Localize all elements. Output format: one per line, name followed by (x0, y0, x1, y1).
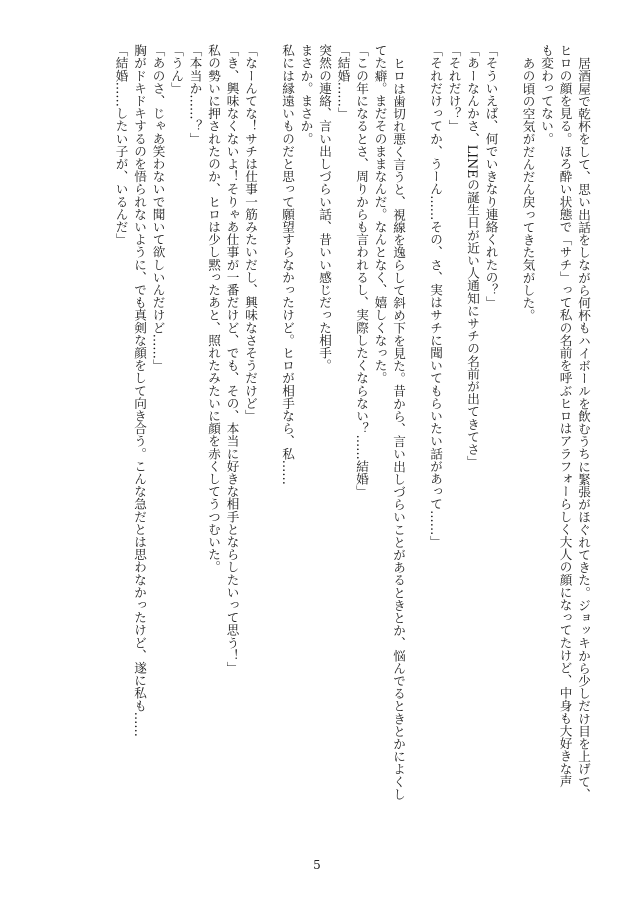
text-line: 「あのさ、じゃあ笑わないで聞いて欲しいんだけど……」 (150, 44, 166, 372)
text-line: ヒロは歯切れ悪く言うと、視線を逸らして斜め下を見た。昔から、言い出しづらいことがあるときとか、悩んでるときとかによくし (391, 56, 406, 800)
text-line: 「この年になるとさ、周りからも言われるし、実際したくならない？……結婚」 (354, 44, 369, 498)
text-line: 私には縁遠いものだと思って願望すらなかったけど。ヒロが相手なら、私…… (280, 44, 295, 485)
text-line: 突然の連絡、言い出しづらい話、昔いい感じだった相手。 (317, 44, 332, 372)
text-line: 「なーんてな！サチは仕事一筋みたいだし、興味なさそうだけど」 (243, 44, 258, 422)
text-line: 私の勢いに押されたのか、ヒロは少し黙ったあと、照れたみたいに顔を赤くしてうつむいた。 (206, 44, 221, 574)
text-line: 「結婚……したい子が、いるんだ」 (113, 44, 129, 246)
page-number: 5 (313, 858, 321, 872)
text-line: てた癖。まだそのままなんだ。なんとなく、嬉しくなった。 (372, 44, 388, 385)
vertical-text-body (37, 44, 592, 844)
text-line: 胸がドキドキするのを悟られないように、でも真剣な顔をして向き合う。こんな急だとは思わなかったけど、遂に私も…… (132, 44, 147, 737)
text-line: 「あーなんかさ、LINEの誕生日が近い人通知にサチの名前が出てきてさ」 (465, 44, 480, 469)
text-line: 「それだけってか、うーん……その、さ、実はサチに聞いてもらいたい話があって……」 (428, 44, 443, 548)
text-line: 「それだけ？」 (446, 44, 462, 133)
text-line: ヒロの顔を見る。ほろ酔い状態で「サチ」って私の名前を呼ぶヒロはアラフォーらしく大人の顔になってたけど、中身も大好きな声 (557, 44, 573, 788)
text-line: あの頃の空気がだんだん戻ってきた気がした。 (520, 56, 536, 322)
text-line: 「そういえば、何でいきなり連絡くれたの？」 (483, 44, 499, 309)
text-line: 「うん」 (169, 44, 184, 95)
text-line: 「き、興味なくないよ！そりゃあ仕事が一番だけど、でも、その、本当に好きな相手とならしたいって思う！」 (224, 44, 240, 674)
text-line: 「本当か……？」 (187, 44, 203, 145)
text-line: 「結婚……」 (335, 44, 351, 120)
text-line: も変わってない。 (539, 44, 554, 145)
text-line: まさか。まさか。 (298, 44, 314, 145)
text-line: 居酒屋で乾杯をして、思い出話をしながら何杯もハイボールを飲むうちに緊張がほぐれてきた。ジョッキから少しだけ目を上げて、 (576, 56, 591, 800)
